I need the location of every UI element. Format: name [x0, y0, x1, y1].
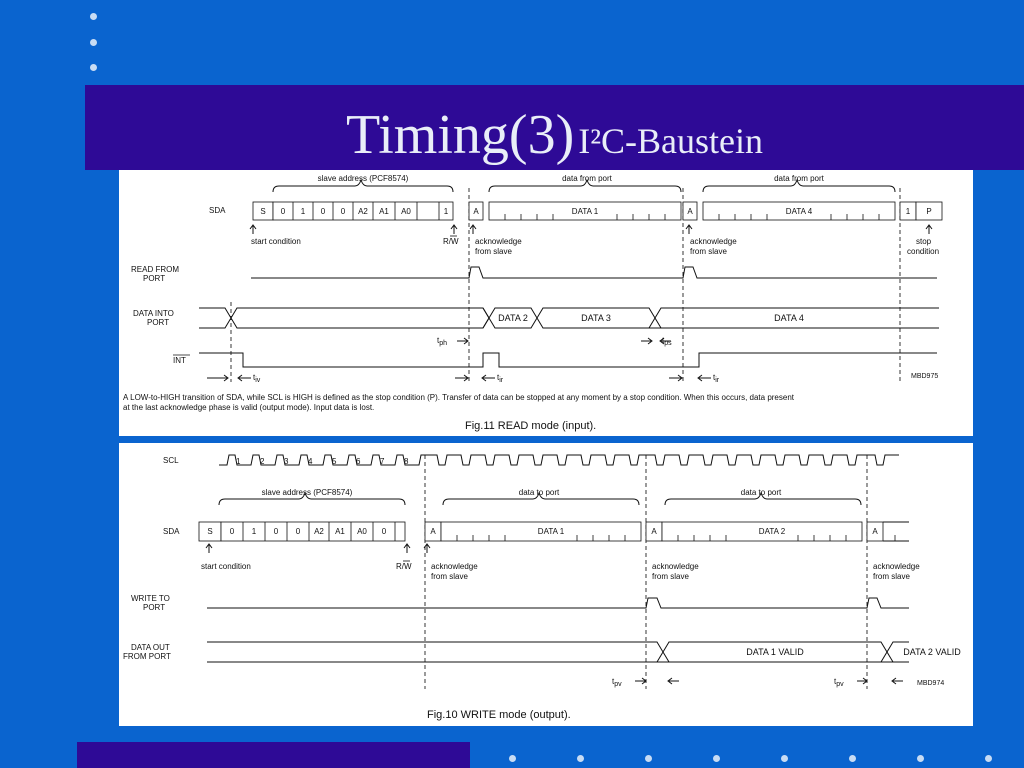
- row-label-sda: SDA: [209, 206, 226, 215]
- right-arrow-icon: [207, 375, 228, 381]
- ack-label: from slave: [475, 247, 512, 256]
- sda-cell-label: 1: [905, 207, 911, 216]
- sda-tail: [883, 522, 909, 541]
- ack-label: from slave: [873, 572, 910, 581]
- up-arrow-icon: [250, 225, 256, 234]
- bullet-dot: [577, 755, 584, 762]
- ack-label: acknowledge: [873, 562, 920, 571]
- ack-label: acknowledge: [690, 237, 737, 246]
- sda-cell-label: A0: [357, 527, 367, 536]
- up-arrow-icon: [451, 225, 457, 234]
- right-arrow-icon: [669, 375, 682, 381]
- row-label-sda: SDA: [163, 527, 180, 536]
- sda-cell-label: A: [687, 207, 693, 216]
- row-label: READ FROM: [131, 265, 179, 274]
- row-label-int: INT: [173, 356, 186, 365]
- sda-cell-label: A: [651, 527, 657, 536]
- up-arrow-icon: [470, 225, 476, 234]
- bullet-dot: [90, 64, 97, 71]
- sda-cell-label: S: [207, 527, 213, 536]
- sda-cell-label: A1: [335, 527, 345, 536]
- up-arrow-icon: [206, 544, 212, 553]
- sda-cell-label: 1: [443, 207, 449, 216]
- sda-cell-label: DATA 1: [571, 207, 599, 216]
- caption-text: A LOW-to-HIGH transition of SDA, while SCL is HIGH is defined as the stop condition (P). Transfer of data can be stopped at any moment by a stop condition. When this occurs, data present: [123, 393, 794, 402]
- timing-label: tps: [662, 336, 672, 347]
- bus-label: DATA 2: [498, 313, 528, 323]
- left-arrow-icon: [698, 375, 711, 381]
- write-to-port-signal: [207, 598, 909, 608]
- brace-label: slave address (PCF8574): [317, 174, 409, 183]
- up-arrow-icon: [926, 225, 932, 234]
- ack-label: from slave: [431, 572, 468, 581]
- right-arrow-icon: [455, 375, 468, 381]
- scl-clock-signal: [219, 455, 899, 465]
- rw-label: R/W: [443, 237, 459, 246]
- bullet-dot: [781, 755, 788, 762]
- left-arrow-icon: [892, 678, 903, 684]
- sda-cell: [221, 522, 405, 541]
- clock-label: 4: [308, 457, 313, 466]
- ack-label: from slave: [652, 572, 689, 581]
- clock-label: 2: [260, 457, 265, 466]
- timing-label: tph: [437, 336, 448, 347]
- brace-label: data to port: [740, 488, 782, 497]
- left-arrow-icon: [238, 375, 251, 381]
- sda-cell-label: DATA 4: [785, 207, 813, 216]
- right-arrow-icon: [635, 678, 646, 684]
- bus-label: DATA 3: [581, 313, 611, 323]
- int-signal: [199, 353, 937, 367]
- read-from-port-signal: [251, 267, 937, 278]
- start-condition-label: start condition: [251, 237, 301, 246]
- timing-label: tpv: [834, 677, 844, 688]
- title-sub: I²C-Baustein: [578, 121, 763, 161]
- figure-caption: Fig.11 READ mode (input).: [465, 420, 597, 432]
- bus-label: DATA 2 VALID: [903, 647, 961, 657]
- sda-cell-label: A2: [314, 527, 324, 536]
- row-label-scl: SCL: [163, 456, 179, 465]
- row-label: PORT: [143, 603, 166, 612]
- bullet-dot: [917, 755, 924, 762]
- clock-label: 8: [404, 457, 409, 466]
- sda-cell-label: 1: [251, 527, 257, 536]
- rw-label: R/W: [396, 562, 412, 571]
- bullet-dot: [849, 755, 856, 762]
- title-main: Timing(3): [346, 104, 575, 166]
- stop-label: condition: [907, 247, 940, 256]
- sda-cell-label: A: [473, 207, 479, 216]
- right-arrow-icon: [857, 678, 867, 684]
- ack-label: acknowledge: [475, 237, 522, 246]
- sda-cell-label: 0: [273, 527, 279, 536]
- row-label: PORT: [147, 318, 170, 327]
- read-mode-diagram: [119, 170, 973, 436]
- sda-cell-label: S: [260, 207, 266, 216]
- row-label: DATA INTO: [133, 309, 174, 318]
- left-arrow-icon: [482, 375, 495, 381]
- clock-label: 3: [284, 457, 289, 466]
- bullet-dot: [90, 39, 97, 46]
- sda-cell-label: DATA 1: [537, 527, 565, 536]
- row-label: FROM PORT: [123, 652, 171, 661]
- sda-cell-label: 0: [340, 207, 346, 216]
- bus-label: DATA 4: [774, 313, 804, 323]
- timing-label: tir: [497, 373, 504, 384]
- sda-cell-label: A: [430, 527, 436, 536]
- bullet-dot: [713, 755, 720, 762]
- up-arrow-icon: [686, 225, 692, 234]
- right-arrow-icon: [641, 338, 652, 344]
- ack-label: from slave: [690, 247, 727, 256]
- sda-cell-label: A2: [358, 207, 368, 216]
- bottom-band: [77, 742, 470, 768]
- sda-cell-label: 0: [295, 527, 301, 536]
- clock-label: 6: [356, 457, 361, 466]
- bullet-dot: [509, 755, 516, 762]
- sda-cell-label: P: [926, 207, 932, 216]
- timing-label: tiv: [253, 373, 261, 384]
- ack-label: acknowledge: [652, 562, 699, 571]
- right-arrow-icon: [457, 338, 468, 344]
- timing-label: tir: [713, 373, 720, 384]
- bullet-dot: [645, 755, 652, 762]
- sda-cell-label: 0: [280, 207, 286, 216]
- bullet-dot: [90, 13, 97, 20]
- figure-code: MBD975: [911, 373, 939, 380]
- sda-cell-label: 0: [381, 527, 387, 536]
- left-arrow-icon: [668, 678, 679, 684]
- slide-title: [85, 103, 1024, 167]
- clock-label: 7: [380, 457, 385, 466]
- figure-caption: Fig.10 WRITE mode (output).: [427, 709, 571, 721]
- up-arrow-icon: [404, 544, 410, 553]
- data-into-port-bus: [199, 308, 489, 328]
- bullet-dot: [985, 755, 992, 762]
- brace-label: slave address (PCF8574): [261, 488, 353, 497]
- brace-label: data from port: [774, 174, 824, 183]
- bus-label: DATA 1 VALID: [746, 647, 804, 657]
- sda-cell-label: DATA 2: [758, 527, 786, 536]
- brace-label: data from port: [562, 174, 612, 183]
- figure-code: MBD974: [917, 680, 945, 687]
- row-label: WRITE TO: [131, 594, 170, 603]
- timing-label: tpv: [612, 677, 622, 688]
- sda-cell-label: 0: [229, 527, 235, 536]
- sda-cell-label: 1: [300, 207, 306, 216]
- row-label: PORT: [143, 274, 166, 283]
- sda-cell-label: 0: [320, 207, 326, 216]
- clock-label: 1: [236, 457, 241, 466]
- start-condition-label: start condition: [201, 562, 251, 571]
- brace-label: data to port: [518, 488, 560, 497]
- title-band: [85, 85, 1024, 170]
- ack-label: acknowledge: [431, 562, 478, 571]
- stop-label: stop: [916, 237, 932, 246]
- caption-text: at the last acknowledge phase is valid (output mode). Input data is lost.: [123, 403, 375, 412]
- sda-cell-label: A: [872, 527, 878, 536]
- sda-cell-label: A0: [401, 207, 411, 216]
- write-mode-diagram: [119, 443, 973, 726]
- row-label: DATA OUT: [131, 643, 170, 652]
- sda-cell-label: A1: [379, 207, 389, 216]
- clock-label: 5: [332, 457, 337, 466]
